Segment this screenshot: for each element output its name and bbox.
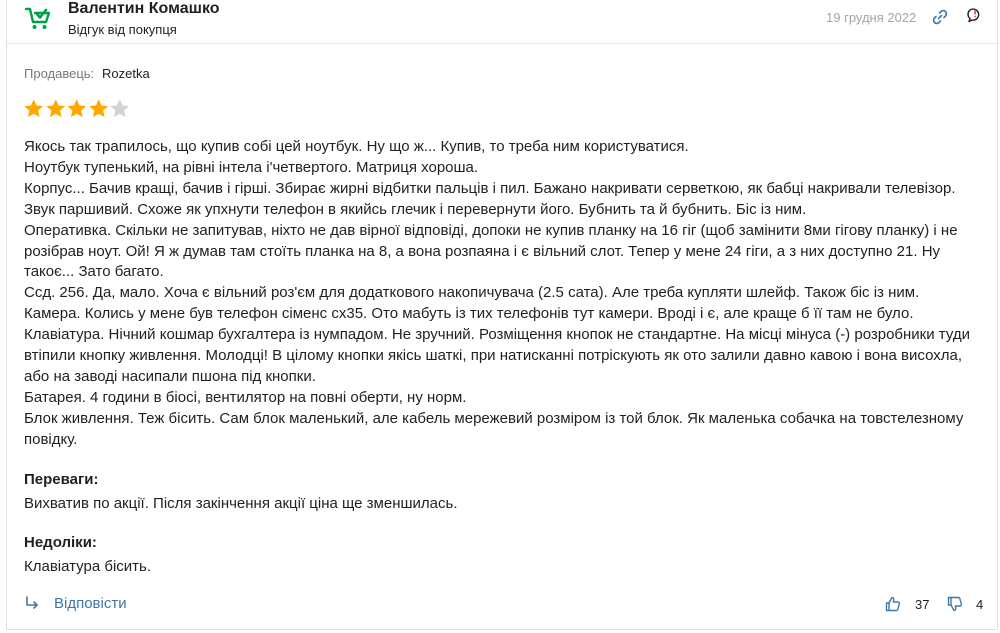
star-filled-icon — [66, 98, 88, 120]
star-filled-icon — [23, 98, 45, 120]
review-text-line: Камера. Колись у мене був телефон сіменс сх35. Ото мабуть із тих телефонів тут камери. Вроді і є, але краще б її там не було. — [24, 305, 914, 323]
reply-arrow-icon — [24, 595, 40, 611]
review-date: 19 грудня 2022 — [826, 10, 917, 25]
review-text-line: Батарея. 4 години в біосі, вентилятор на повні оберти, ну норм. — [24, 388, 467, 406]
likes-count: 37 — [915, 597, 930, 612]
cons-title: Недоліки: — [24, 534, 97, 551]
review-text-line: Якось так трапилось, що купив собі цей ноутбук. Ну що ж... Купив, то треба ним користуватися. — [24, 138, 689, 155]
reply-button[interactable] — [24, 592, 127, 614]
review-text-line: Оперативка. Скільки не запитував, ніхто не дав вірної відповіді, допоки не купив планку на 16 гіг (щоб замінити 8ми гігову планку) і не розібрав ноут. Ой! Я ж думав там стоїть планка на 8, а вона розпаяна і є вільний слот. Тепер у мене 24 гіги, а з них доступно 21. Ну такоє... Зато багато. — [24, 221, 958, 281]
dislike-control[interactable] — [947, 594, 963, 614]
author-badge: Відгук від покупця — [68, 22, 177, 37]
review-text — [24, 137, 984, 451]
pros-text: Вихватив по акції. Після закінчення акції ціна ще зменшилась. — [24, 495, 458, 512]
reply-label: Відповісти — [54, 594, 127, 612]
review-header — [7, 0, 999, 44]
star-empty-icon — [109, 98, 131, 120]
link-icon[interactable] — [931, 8, 949, 26]
review-card — [6, 0, 998, 630]
author-name: Валентин Комашко — [68, 0, 220, 17]
review-text-line: Клавіатура. Нічний кошмар бухгалтера із нумпадом. Не зручний. Розміщення кнопок не стандартне. На місці мінуса (-) розробники туди втіпили кнопку живлення. Молодці! В цілому кнопки якісь шаткі, при натисканні потріскують як ото залили давно кавою і вона висохла, або на заводі насипали пшона під кнопки. — [24, 326, 970, 385]
pros-title: Переваги: — [24, 471, 99, 488]
cons-text: Клавіатура бісить. — [24, 558, 152, 575]
rating-stars — [23, 98, 131, 122]
like-control[interactable] — [885, 594, 901, 614]
complain-icon[interactable] — [966, 5, 984, 23]
review-text-line: Звук паршивий. Схоже як упхнути телефон в якийсь глечик і перевернути його. Бубнить та й бубнить. Біс із ним. — [24, 200, 807, 218]
review-text-line: Блок живлення. Теж бісить. Сам блок маленький, але кабель мережевий розміром із той блок. Як маленька собачка на товстелезному повідку. — [24, 409, 964, 448]
star-filled-icon — [88, 98, 110, 120]
review-text-line: Корпус... Бачив кращі, бачив і гірші. Збирає жирні відбитки пальців і пил. Бажано накривати серветкою, як бабці накривали телевізор. — [24, 179, 956, 197]
star-filled-icon — [45, 98, 67, 120]
thumbs-down-icon[interactable] — [947, 596, 963, 612]
review-text-line: Ноутбук тупенький, на рівні інтела і'четвертого. Матриця хороша. — [24, 158, 479, 176]
seller-name: Rozetka — [102, 66, 150, 81]
seller-label: Продавець: — [24, 66, 95, 81]
cart-check-icon — [24, 4, 52, 32]
thumbs-up-icon[interactable] — [885, 596, 901, 612]
review-text-line: Ссд. 256. Да, мало. Хоча є вільний роз'єм для додаткового накопичувача (2.5 сата). Але треба купляти шлейф. Також біс із ним. — [24, 284, 920, 302]
dislikes-count: 4 — [976, 597, 984, 612]
